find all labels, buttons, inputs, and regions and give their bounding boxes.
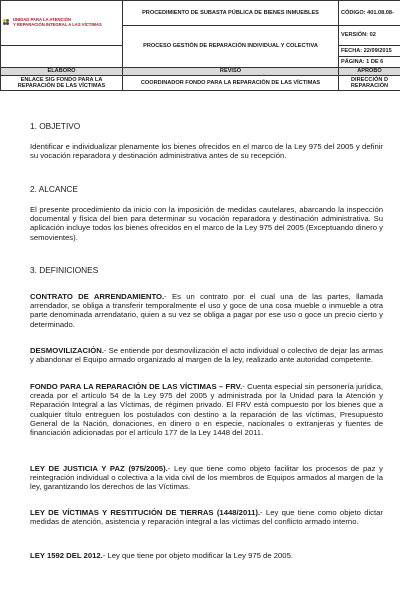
definition-term: LEY DE VÍCTIMAS Y RESTITUCIÓN DE TIERRAS (1448/2011).: [30, 508, 261, 517]
objetivo-text: Identificar e individualizar plenamente los bienes ofrecidos en el marco de la Ley 975 del 2005 y definir su vocación reparadora y destinación administrativa antes de su recepción.: [30, 142, 383, 161]
logo-line-1: UNIDAD PARA LA ATENCIÓN: [13, 17, 72, 23]
heading-alcance: 2. ALCANCE: [30, 184, 78, 194]
logo-line-2: Y REPARACIÓN INTEGRAL A LAS VÍCTIMAS: [13, 22, 102, 27]
process-subtitle: PROCESO GESTIÓN DE REPARACIÓN INDIVIDUAL Y COLECTIVA: [123, 26, 339, 68]
doc-page: PÁGINA: 1 DE 6: [339, 57, 400, 68]
definition-item: [30, 508, 383, 526]
header-table: [0, 0, 400, 91]
heading-definiciones: 3. DEFINICIONES: [30, 265, 99, 275]
definition-term: LEY DE JUSTICIA Y PAZ (975/2005).: [30, 464, 168, 473]
logo-cell: [1, 1, 123, 46]
definition-item: [30, 346, 383, 364]
logo: [3, 18, 120, 27]
definition-term: CONTRATO DE ARRENDAMIENTO.: [30, 292, 165, 301]
definition-text: - Es un contrato por el cual una de las partes, llamada arrendador, se obliga a transferir temporalmente el uso y goce de una cosa mueble o inmueble a otra parte denominada arrendatario, quien a su vez se obliga a pagar por ese uso o goce un precio cierto y determinado.: [30, 292, 383, 329]
definition-text: - Ley que tiene por objeto modificar la Ley 975 de 2005.: [102, 551, 293, 560]
alcance-text: El presente procedimiento da inicio con la imposición de medidas cautelares, abarcando la inspección documental y física del bien para determinar su vocación reparadora y destinación administrativa. Su aplicación incluye todos los bienes ofrecidos en el marco de la Ley 975 del 2005 (Exceptuando dinero y semovientes).: [30, 205, 383, 242]
col-reviso: REVISÓ: [123, 68, 339, 76]
val-elaboro: ENLACE SIG FONDO PARA LA REPARACIÓN DE LAS VÍCTIMAS: [1, 76, 123, 91]
definition-item: [30, 382, 383, 437]
val-aprobo: DIRECCIÓN D REPARACIÓN: [339, 76, 400, 91]
doc-code: CÓDIGO: 401.08.08-: [339, 1, 400, 26]
col-elaboro: ELABORÓ: [1, 68, 123, 76]
definition-term: DESMOVILIZACIÓN.: [30, 346, 104, 355]
definition-text: - Ley que tiene como objeto facilitar los procesos de paz y reintegración individual o colectiva a la vida civil de los miembros de Equipos armados al margen de la ley, garantizando los derechos de las Víctimas.: [30, 464, 383, 492]
col-aprobo: APROBÓ: [339, 68, 400, 76]
definition-text: - Se entiende por desmovilización el acto individual o colectivo de dejar las armas y abandonar el Equipo armado organizado al margen de la ley, realizado ante autoridad competente.: [30, 346, 383, 365]
definition-item: [30, 551, 383, 560]
logo-text: [13, 18, 102, 27]
definition-item: [30, 464, 383, 492]
document-header: [0, 0, 400, 91]
heading-objetivo: 1. OBJETIVO: [30, 121, 81, 131]
definition-text: - Cuenta especial sin personería jurídica, creada por el artículo 54 de la Ley 975 del 2005 y administrada por la Unidad para la Atención y Reparación Integral a las Víctimas, de régimen privado. El FRV está compuesto por los bienes que a cualquier título entreguen los postulados con destino a la reparación de las víctimas, Presupuesto General de la Nación, donaciones, en dinero o en especie, nacionales o extranjeras y fuentes de financiación adicionadas por el artículo 177 de la Ley 1448 del 2011.: [30, 382, 383, 438]
definition-text: - Ley que tiene como objeto dictar medidas de atención, asistencia y reparación integral a las víctimas del conflicto armado interno.: [30, 508, 383, 527]
logo-mark-icon: [3, 19, 11, 27]
val-reviso: COORDINADOR FONDO PARA LA REPARACIÓN DE LAS VÍCTIMAS: [123, 76, 339, 91]
definition-term: FONDO PARA LA REPARACIÓN DE LAS VÍCTIMAS – FRV.: [30, 382, 243, 391]
logo-spacer: [1, 46, 123, 68]
doc-version: VERSIÓN: 02: [339, 26, 400, 46]
definition-term: LEY 1592 DEL 2012.: [30, 551, 103, 560]
doc-date: FECHA: 22/09/2015: [339, 46, 400, 57]
procedure-title: PROCEDIMIENTO DE SUBASTA PÚBLICA DE BIENES INMUEBLES: [123, 1, 339, 26]
definition-item: [30, 292, 383, 329]
